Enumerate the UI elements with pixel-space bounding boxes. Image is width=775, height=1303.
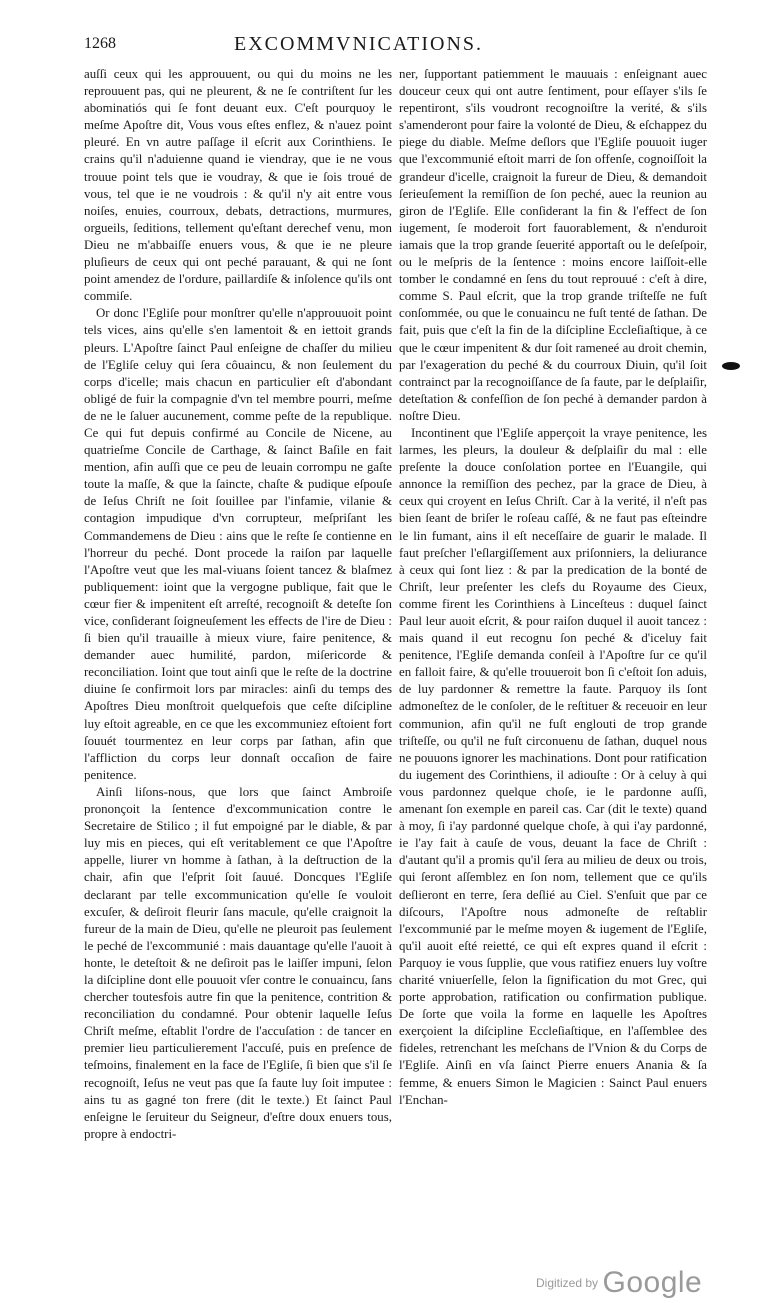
digitized-watermark (536, 1266, 702, 1300)
right-column (399, 66, 707, 1109)
google-logo: Google (602, 1266, 703, 1299)
running-title: EXCOMMVNICATIONS. (234, 33, 484, 55)
ink-blot-mark (722, 362, 740, 370)
page-header (84, 16, 714, 60)
page-number: 1268 (84, 35, 116, 52)
watermark-prefix: Digitized by (536, 1276, 599, 1290)
paragraph: Ainſi liſons-nous, que lors que ſainct Ambroiſe prononçoit la ſentence d'excommunication contre le Secretaire de Stilico ; il fut empoigné par le diable, & par luy mis en pieces, qui eſt veritablement ce que l'Apoſtre appelle, liurer vn homme à ſathan, à la deſtruction de la chair, afin que l'eſprit ſoit ſauué. Doncques l'Egliſe declarant par telle excommunication qu'elle ſe vouloit excuſer, & deſiroit fleurir ſans macule, qu'elle craignoit la fureur de la main de Dieu, qu'elle ne pleuroit pas ſeulement le peché de l'excommunié : mais dauantage qu'elle l'auoit à honte, le deteſtoit & ne deſiroit pas le laiſſer impuni, ſelon la diſcipline dont elle pouuoit vſer contre le conuaincu, ſans chercher toutesfois autre fin que la penitence, contrition & reconciliation du condamné. Pour obtenir laquelle Ieſus Chriſt meſme, eſtablit l'ordre de l'accuſation : de tancer en premier lieu particulierement l'accuſé, puis en preſence de teſmoins, finalement en la face de l'Egliſe, ſi bien que s'il ſe recognoiſt, Ieſus ne veut pas que ſa faute luy ſoit imputee : ains tu as gagné ton frere (dit le texte.) Et ſainct Paul enſeigne le ſeruiteur du Seigneur, d'eſtre doux enuers tous, propre à endoctri- (84, 784, 392, 1141)
paragraph: ner, ſupportant patiemment le mauuais : enſeignant auec douceur ceux qui ont autre ſentiment, pour eſſayer s'ils ſe repentiront, s'ils voudront recognoiſtre la verité, & s'ils s'amenderont pour faire la volonté de Dieu, & eſchappez du piege du diable. Meſme deſlors que l'Egliſe pouuoit iuger que l'excommunié eſtoit marri de ſon offenſe, cognoiſſoit la grandeur d'icelle, craignoit la fureur de Dieu, & demandoit ſerieuſement la remiſſion de ſon peché, auec la reunion au giron de l'Egliſe. Elle conſiderant la fin & l'effect de ſon iugement, ſe moderoit fort fauorablement, & n'enduroit iamais que la trop grande ſeuerité apportaſt ou le deſeſpoir, ou le meſpris de la ſentence : moins encore laiſſoit-elle tomber le condamné en ſens du tout reprouué : c'eſt à dire, comme S. Paul eſcrit, que la trop grande triſteſſe ne fuſt conſommée, ou que le conuaincu ne fuſt tenté de ſathan. De fait, puis que c'eſt la fin de la diſcipline Eccleſiaſtique, à ce que le cœur impenitent & dur ſoit rameneé au droit chemin, par l'exageration du peché & du courroux Diuin, qu'il ſoit contrainct par la recognoiſſance de ſa faute, par le deſplaiſir, deteſtation & confeſſion de ſon peché à demander pardon à noſtre Dieu. (399, 67, 707, 423)
left-column (84, 66, 392, 1143)
paragraph: auſſi ceux qui les approuuent, ou qui du moins ne les reprouuent pas, qui ne pleurent, & ne ſe contriſtent ſur les abominatiós qui ſe font deuant eux. C'eſt pourquoy le meſme Apoſtre dit, Vous vous eſtes enflez, & n'auez point pleuré. En vn autre paſſage il eſcrit aux Corinthiens. Ie crains qu'il n'aduienne quand ie viendray, que ie ne vous trouue point tels que ie voudray, & que ie ſois troué de vous, tel que ie ne voudrois : & qu'il n'y ait entre vous noiſes, enuies, courroux, debats, detractions, murmures, orgueils, ſeditions, tellement qu'eſtant derechef venu, mon Dieu ne m'abbaiſſe enuers vous, & que ie ne pleure pluſieurs de ceux qui ont peché parauant, & qui ne ſont point amendez de l'ordure, paillardiſe & inſolence qu'ils ont commiſe. (84, 67, 392, 304)
paragraph: Incontinent que l'Egliſe apperçoit la vraye penitence, les larmes, les pleurs, la douleur & deſplaiſir du mal : elle preſente la douce conſolation portee en l'Euangile, qui annonce la remiſſion des pechez, par la grace de Dieu, à ceux qui croyent en Ieſus Chriſt. Car à la verité, il n'eſt pas bien ſeant de briſer le roſeau caſſé, & ne faut pas eſteindre le lin fumant, ains il eſt neceſſaire de guarir le malade. Il faut preſcher l'eſlargiſſement aux priſonniers, la deliurance à ceux qui ſont liez : & par la predication de la bonté de Chriſt, leur preſenter les clefs du Royaume des Cieux, comme firent les Corinthiens à Linceſteus : duquel ſainct Paul leur auoit eſcrit, & pour raiſon duquel il auoit tancez : mais quand il eut recognu ſon peché & d'iceluy fait penitence, l'Egliſe demanda conſeil à l'Apoſtre ſur ce qu'il en falloit faire, & qu'elle trouueroit bon ſi c'eſtoit ſon aduis, de luy pardonner & remettre la faute. Parquoy ils ſont admoneſtez de le conſoler, de le reſtituer & receuoir en leur communion, afin qu'il ne fuſt englouti de trop grande triſteſſe, ou qu'il ne fuſt circonuenu de ſathan, duquel nous ne pouuons ignorer les machinations. Dont pour ratification du iugement des Corinthiens, il adiouſte : Or à celuy à qui vous pardonnez quelque choſe, ie le pardonne auſſi, amenant ſon exemple en pareil cas. Car (dit le texte) quand à moy, ſi i'ay pardonné quelque choſe, à qui i'ay pardonné, ie l'ay fait à cauſe de vous, deuant la face de Chriſt : d'autant qu'il a promis qu'il ſera au milieu de deux ou trois, qui ſeront aſſemblez en ſon nom, tellement que ce qu'ils deſlieront en terre, ſera deſlié au Ciel. S'enſuit que par ce diſcours, l'Apoſtre nous admoneſte de reſtablir l'excommunié par le meſme moyen & iugement de l'Egliſe, qu'il auoit eſté reietté, ce qui eſt expres quand il eſcrit : Parquoy ie vous ſupplie, que vous ratifiez enuers luy voſtre charité vniuerſelle, ſelon la ſignification du mot Grec, qui porte approbation, ratification ou confirmation publique. De ſorte que voila la forme en laquelle les Apoſtres exerçoient la diſcipline Eccleſiaſtique, en l'aſſemblee des fideles, retrenchant les meſchans de l'Vnion & du Corps de l'Egliſe. Ainſi en vſa ſainct Pierre enuers Anania & ſa femme, & enuers Simon le Magicien : Sainct Paul enuers l'Enchan- (399, 425, 707, 1107)
paragraph: Or donc l'Egliſe pour monſtrer qu'elle n'approuuoit point tels vices, ains qu'elle s'en lamentoit & en iettoit grands pleurs. L'Apoſtre ſainct Paul enſeigne de chaſſer du milieu de l'Egliſe celuy qui ſera côuaincu, & non ſeulement du corps d'icelle; mais chacun en particulier eſt d'abondant obligé de fuir la compagnie d'vn tel membre pourri, meſme de ne le ſaluer aucunement, comme peſte de la republique. Ce qui fut depuis confirmé au Concile de Nicene, au quatrieſme Concile de Carthage, & ſainct Baſile en fait mention, afin auſſi que ce peu de leuain corrompu ne gaſte toute la maſſe, & que la ſaincte, chaſte & pudique eſpouſe de Ieſus Chriſt ne ſoit ſouillee par l'infamie, vilanie & contagion impudique d'vn corrupteur, meſpriſant les Commandemens de Dieu : ains que le reſte ſe contienne en l'horreur du peché. Dont procede la raiſon par laquelle l'Apoſtre veut que les mal-viuans ſoient tancez & blaſmez publiquement: ioint que la vergogne publique, fait que le cœur fier & impenitent eſt arreſté, recognoiſt & deteſte ſon vice, conſiderant ſoigneuſement les effects de l'ire de Dieu : ſi bien qu'il trauaille à mieux viure, faire penitence, & demander auec humilité, pardon, miſericorde & reconciliation. Ioint que tout ainſi que le reſte de la doctrine diuine ſe confirmoit lors par miracles: ainſi du temps des Apoſtres Dieu monſtroit quelquefois que ceſte diſcipline luy eſtoit agreable, en ce que les excommuniez eſtoient fort ſouuét tourmentez en leur corps par ſathan, afin que l'affliction du corps leur donnaſt occaſion de faire penitence. (84, 306, 392, 782)
